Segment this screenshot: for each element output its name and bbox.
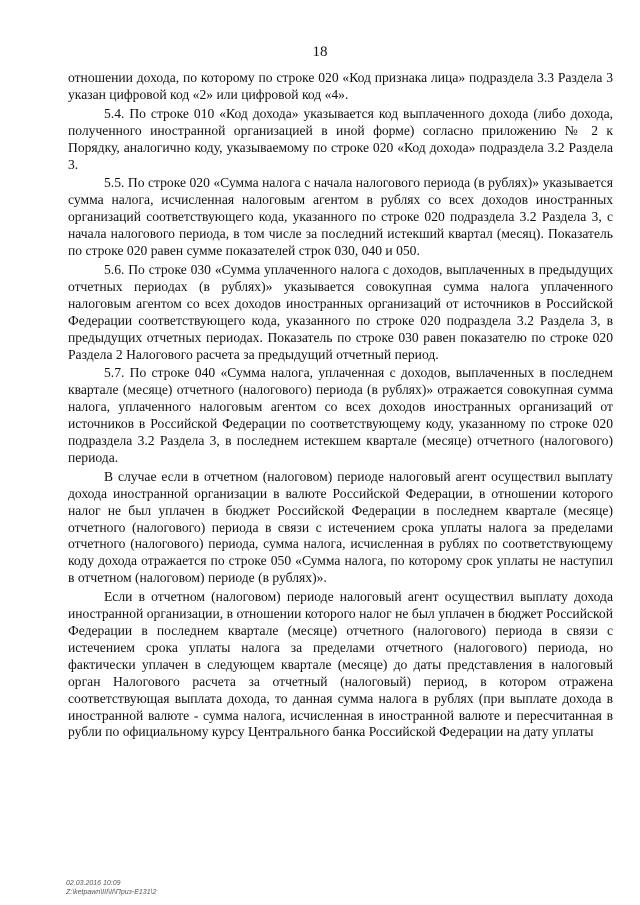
paragraph-case-rub: В случае если в отчетном (налоговом) периоде налоговый агент осуществил выплату дохода иностранной организации в валюте Российской Федерации, в отношении которого налог не был уплачен в бюджет Российской Федерации в последнем квартале (месяце) отчетного (налогового) периода в связи с истечением срока уплаты налога за пределами отчетного (налогового) периода, сумма налога, исчисленная в рублях по соответствующему коду дохода отражается по строке 050 «Сумма налога, по которому срок уплаты не наступил в отчетном (налоговом) периоде (в рублях)». — [68, 468, 613, 586]
paragraph-5-4: 5.4. По строке 010 «Код дохода» указывается код выплаченного дохода (либо дохода, полученного иностранной организацией в иной форме) согласно приложению № 2 к Порядку, аналогично коду, указываемому по строке 020 «Код дохода» подраздела 3.2 Раздела 3. — [68, 105, 613, 172]
file-footer — [66, 879, 156, 897]
paragraph-5-6: 5.6. По строке 030 «Сумма уплаченного налога с доходов, выплаченных в предыдущих отчетных периодах (в рублях)» указывается совокупная сумма налога уплаченного налоговым агентом со всех доходов иностранных организаций от источников в Российской Федерации соответствующего кода, указанного по строке 020 подраздела 3.2 Раздела 3, в предыдущих отчетных периодах. Показатель по строке 030 равен показателю по строке 020 Раздела 2 Налогового расчета за предыдущий отчетный период. — [68, 261, 613, 362]
footer-timestamp: 02.03.2016 10:09 — [66, 880, 121, 887]
paragraph-5-7: 5.7. По строке 040 «Сумма налога, уплаченная с доходов, выплаченных в последнем квартале (месяце) отчетного (налогового) периода (в рублях)» отражается совокупная сумма налога, уплаченного налоговым агентом со всех доходов иностранных организаций от источников в Российской Федерации по соответствующему коду, указанному по строке 020 подраздела 3.2 Раздела 3, в последнем истекшем квартале (месяце) отчетного (налогового) периода. — [68, 365, 613, 465]
paragraph-5-5: 5.5. По строке 020 «Сумма налога с начала налогового периода (в рублях)» указывается сумма налога, исчисленная налоговым агентом в рублях со всех доходов иностранных организаций соответствующего кода, указанного по строке 020 подраздела 3.2 Раздела 3, с начала налогового периода, в том числе за последний истекший квартал (месяц). Показатель по строке 020 равен сумме показателей строк 030, 040 и 050. — [68, 175, 613, 259]
document-body — [68, 70, 613, 741]
paragraph-case-paid-later: Если в отчетном (налоговом) периоде налоговый агент осуществил выплату дохода иностранной организации, в отношении которого налог не был уплачен в бюджет Российской Федерации в последнем квартале (месяце) отчетного (налогового) периода в связи с истечением срока уплаты налога за пределами отчетного (налогового) периода, но фактически уплачен в следующем квартале (месяце) до даты представления в налоговый орган Налогового расчета за отчетный (налоговый) период, в котором отражена соответствующая выплата дохода, то данная сумма налога в рублях (при выплате дохода в иностранной валюте - сумма налога, исчисленная в иностранной валюте и пересчитанная в рубли по официальному курсу Центрального банка Российской Федерации на дату уплаты — [68, 589, 613, 740]
paragraph-continuation: отношении дохода, по которому по строке 020 «Код признака лица» подраздела 3.3 Раздела 3 указан цифровой код «2» или цифровой код «4». — [68, 70, 613, 102]
page-number: 18 — [312, 44, 328, 60]
footer-file-path: Z:\ketpawn\III\II\Приз-Е131\2 — [66, 889, 157, 896]
